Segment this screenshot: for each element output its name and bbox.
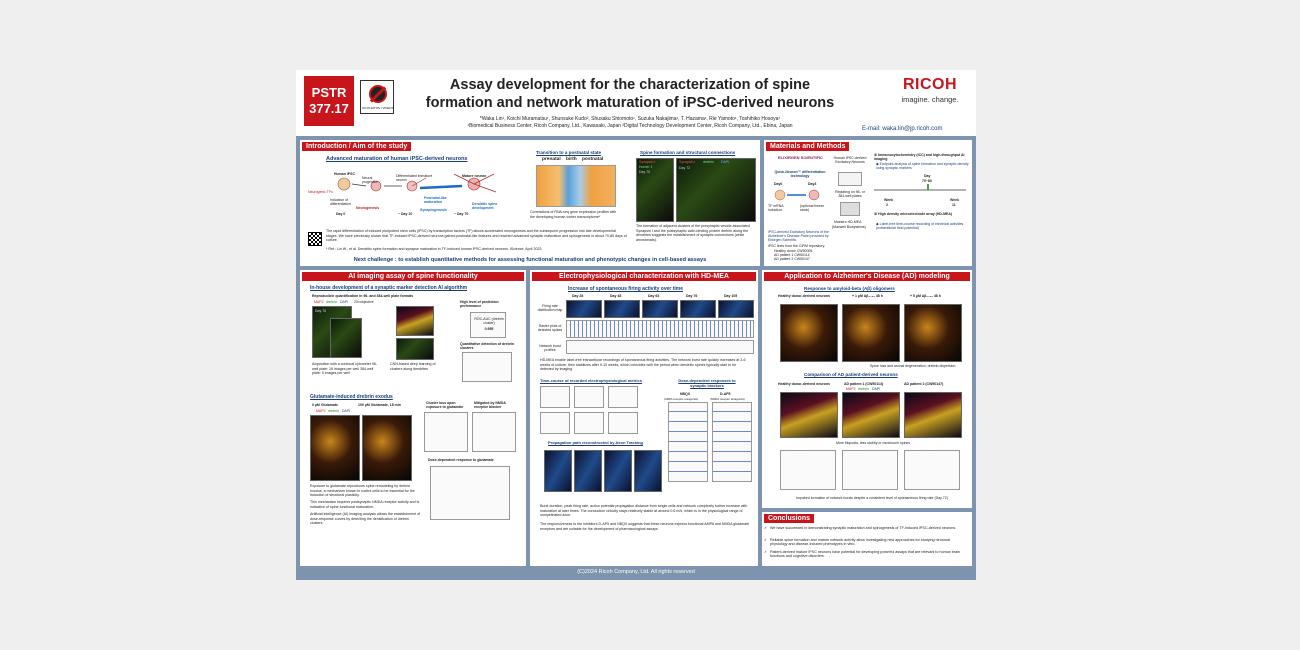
ephys-day-4: Day 76 xyxy=(686,294,698,298)
ephys-heading: Electrophysiological characterization with HD-MEA xyxy=(532,272,756,281)
intro-heading: Introduction / Aim of the study xyxy=(302,142,411,151)
tl-week11: 11 xyxy=(952,203,956,207)
label-immature-neuron: Differentiated immature neuron xyxy=(396,174,433,183)
conclusion-3: ✓ Patient-derived mature iPSC neurons have potential for developing powerful assays that are relevant to human brain functions and cognitive disorders. xyxy=(770,550,966,559)
glu-loss-plot xyxy=(424,412,468,452)
poster-header xyxy=(296,70,976,136)
ad-abeta-img-3 xyxy=(904,304,962,362)
ad-cap-3: Impaired formation of network bursts despite a consistent level of spontaneous firing rate (Day 72) xyxy=(796,496,948,500)
logo-name: RICOH xyxy=(902,76,958,93)
ad-sub-abeta: Response to amyloid-beta (Aβ) oligomers xyxy=(804,286,895,291)
ai-acquisition: Acquisition with a confocal cytometer 96-well plate: 16 images per well 384-well plate: 9 images per well xyxy=(312,362,378,376)
ad-cap-2: More filopodia, less stubby or mushroom spines xyxy=(836,441,911,445)
ricoh-logo xyxy=(888,76,972,104)
tl-week-end: Week xyxy=(950,198,960,202)
metric-plot-1 xyxy=(540,386,570,408)
metric-plot-6 xyxy=(608,412,638,434)
label-neural-progenitor: Neural progenitor xyxy=(362,176,378,185)
cirm-label: iPSC lines from the CIRM repository: xyxy=(768,244,826,248)
ad-burst-plot-2 xyxy=(842,450,898,490)
ai-prediction-perf: High level of prediction performance xyxy=(460,300,499,309)
ai-panel xyxy=(300,270,526,566)
ai-repro: Reproducible quantification in 96- and 384-well plate formats xyxy=(312,294,414,298)
ai-sub-algorithm: In-house development of a synaptic marker detection AI algorithm xyxy=(310,285,468,291)
label-replating: Replating on 96- or 384-well plates xyxy=(835,190,865,199)
label-prenatal: prenatal xyxy=(542,157,561,162)
label-induction: Induction of differentiation xyxy=(330,198,351,207)
ephys-day-1: Day 28 xyxy=(572,294,584,298)
well-plate-icon xyxy=(838,172,862,186)
ad-patient-img-1 xyxy=(780,392,838,438)
conclusion-2: ✓ Reliable spine formation and mature network activity allow investigating new approaches for studying neuronal physiology and disease-induced phenotypes in vitro. xyxy=(770,538,966,547)
poster-id-line1: PSTR xyxy=(311,85,347,100)
ai-heading: AI imaging assay of spine functionality xyxy=(302,272,524,281)
ephys-text-3: The responsiveness to the inhibitors D-AP5 and NBQX suggests that these neurons express functional AMPA and NMDA glutamate receptors and are suitable for the development of pharmacological assays. xyxy=(540,522,750,531)
spine-image-day72 xyxy=(676,158,756,222)
blocker-dap5-desc: (NMDA receptor antagonist) xyxy=(710,397,745,401)
ai-text-2: This mechanism requires postsynaptic NMDA receptor activity and is indicative of spine functional maturation. xyxy=(310,500,420,509)
label-neurogenic-tfs: Neurogenic TFs xyxy=(308,190,333,194)
label-mature-neuron: Mature neuron xyxy=(462,174,487,178)
ephys-sub-blockers: Dose-dependent responses to synaptic blockers xyxy=(678,378,736,388)
label-spine-development: Dendritic spine development xyxy=(472,202,498,211)
glu-dose-response: Dose-dependent response to glutamate xyxy=(428,458,494,462)
intro-sub-maturation: Advanced maturation of human iPSC-derived neurons xyxy=(326,156,468,162)
ai-label-map2: MAP2 xyxy=(314,300,324,304)
ephys-text-1: HD-MEA enable label-free extracellular recordings of spontaneous firing activities. The network burst rate quickly increases at 3-6 weeks of culture, then stabilizes after 9-10 weeks, which coincides with the period when dendritic spines typically start to be detected by imaging. xyxy=(540,358,746,372)
label-drebrin: drebrin xyxy=(703,160,714,164)
copyright: (C)2024 Ricoh Company, Ltd. All rights reserved xyxy=(577,569,695,575)
glu-label-dapi: DAPI xyxy=(342,409,351,413)
ephys-day-5: Day 105 xyxy=(724,294,738,298)
label-synaptogenesis: Synaptogenesis xyxy=(420,208,447,212)
spine-caption: The formation of adjacent clusters of the presynaptic vesicle-associated Synapsin I and the postsynaptic actin-binding protein drebrin along the dendrites suggests the establishment of synaptic connections (white arrowheads). xyxy=(636,224,750,242)
glu-label-0: 0 µM Glutamate xyxy=(312,403,338,407)
ad-marker-drebrin: drebrin xyxy=(858,387,869,391)
no-photo-icon xyxy=(360,80,394,114)
elixirgen-brand: ELIXIRGEN SCIENTIFIC xyxy=(778,155,823,160)
ephys-row-burst: Network burst profiles xyxy=(539,344,561,353)
glu-label-100: 100 µM Glutamate, 18 min xyxy=(358,403,401,407)
firing-map-2 xyxy=(604,300,640,318)
next-challenge: Next challenge : to establish quantitative methods for assessing functional maturation and phenotypic changes in cell-based assays xyxy=(353,257,707,263)
label-day72-img: Day 72 xyxy=(679,166,691,170)
intro-body: The rapid differentiation of induced pluripotent stem cells (iPSC) by transcription factors (TF) allows accelerated neurogenesis and the subsequent progression into late developmental stages. We have previously shown that TF-induced iPSC-derived neurons gained postnatal-like features and reached advanced synaptic maturation and spinogenesis in about 70-80 days of culture. xyxy=(326,229,627,243)
label-excitatory-neurons: Human iPSC-derived Excitatory Neurons xyxy=(833,156,867,165)
ad-panel-title: iPSC-derived Excitatory Neurons of the Alzheimer's Disease Panel provided by Elixirgen Scientific xyxy=(768,230,829,243)
ai-cnn: CNN-based deep learning of clusters along dendrites xyxy=(390,362,436,371)
methods-panel xyxy=(764,140,972,266)
tl-day-range: 70~80 xyxy=(922,179,932,183)
affiliations: ¹Biomedical Business Center, Ricoh Company, Ltd., Kawasaki, Japan ²Digital Technology Development Center, Ricoh Company, Ltd., Ebina, Japan xyxy=(467,123,793,129)
spine-image-day70 xyxy=(636,158,674,222)
methods-heading: Materials and Methods xyxy=(766,142,849,151)
firing-map-3 xyxy=(642,300,678,318)
contact-email: E-mail: waka.lin@jp.ricoh.com xyxy=(862,126,943,132)
glu-nmda-block: Mitigated by NMDA receptor blocker xyxy=(474,401,506,410)
ad-burst-plot-3 xyxy=(904,450,960,490)
ad-col-1um: + 1 µM Aβ₁₋₄₂ 48 h xyxy=(852,294,883,298)
poster-body xyxy=(296,136,976,580)
ai-text-3: Artificial intelligence (AI) imaging analysis allows the establishment of dose-response curves by detecting the densification of drebrin clusters. xyxy=(310,512,421,526)
ai-sub-glutamate: Glutamate-induced drebrin exodus xyxy=(310,394,393,400)
ai-label-day70: Day 70 xyxy=(315,309,327,313)
glu-dose-plot xyxy=(430,466,510,520)
ai-quant-detection: Quantitative detection of drebrin clusters xyxy=(460,342,515,351)
ad-marker-dapi: DAPI xyxy=(872,387,881,391)
burst-profiles xyxy=(566,340,754,354)
metric-plot-4 xyxy=(540,412,570,434)
ai-detection-image xyxy=(396,338,434,360)
ad-burst-plot-1 xyxy=(780,450,836,490)
authors-block xyxy=(400,116,860,130)
ephys-day-2: Day 48 xyxy=(610,294,622,298)
label-dapi: DAPI xyxy=(721,160,730,164)
label-maestro: Maestro HD-MEA xyxy=(834,220,862,224)
intro-ref: * Ref.: Lin W., et al. Dendritic spine formation and synapse maturation in TF-induced human iPSC-derived neurons. iScience, April 2023 xyxy=(326,247,542,251)
dap5-traces xyxy=(712,402,752,482)
transition-heatmap xyxy=(536,165,616,207)
no-photo-label: NO PHOTOS / VIDEOS xyxy=(362,106,394,110)
ephys-sub-axon: Propagation path reconstructed by Axon Tracking xyxy=(548,440,643,445)
poster xyxy=(296,70,976,580)
firing-map-5 xyxy=(718,300,754,318)
ad-col-healthy: Healthy donor-derived neurons xyxy=(778,294,830,298)
ai-label-dapi: DAPI xyxy=(340,300,349,304)
roc-label: ROC-AUC (drebrin cluster) xyxy=(474,317,504,326)
ad-col2-p2: AD patient 2 (CW50147) xyxy=(904,382,944,386)
method-icc: ① Immunocytochemistry (ICC) and high-throughput AI imaging xyxy=(874,153,965,162)
label-tf-mrna: TF mRNA induction xyxy=(768,204,784,213)
ephys-day-3: Day 63 xyxy=(648,294,660,298)
axon-track-4 xyxy=(634,450,662,492)
ad-patient-img-2 xyxy=(842,392,900,438)
methods-cell-icons xyxy=(772,188,832,202)
poster-id-line2: 377.17 xyxy=(309,101,349,116)
authors: *Waka Lin¹, Koichi Muramatsu¹, Shunsuke Kudo², Shusaku Shiomoto¹, Suzuka Nakajima¹, T. Hazama¹, Rie Yamoto¹, Toshihiko Hosoya¹ xyxy=(479,116,781,122)
label-day0: Day 0 xyxy=(336,212,346,216)
title-line1: Assay development for the characterization of spine xyxy=(449,77,811,93)
label-postnatal: postnatal xyxy=(582,157,604,162)
conclusion-1: ✓ We have succeeded in demonstrating synaptic maturation and spinogenesis of TF-induced iPSC-derived neurons. xyxy=(770,526,966,530)
axon-track-2 xyxy=(574,450,602,492)
cirm-row-3: AD patient 2 CW50147 xyxy=(774,257,810,261)
conclusions-heading: Conclusions xyxy=(764,514,814,523)
ad-sub-patients: Comparison of AD patient-derived neurons xyxy=(804,372,898,377)
transition-caption: Correlations of RNA-seq gene expression profiles with the developing human cortex transcriptome* xyxy=(530,210,617,219)
conclusions-panel xyxy=(762,512,972,566)
label-day0-m: Day0 xyxy=(774,182,783,186)
firing-map-1 xyxy=(566,300,602,318)
ad-cap-1: Spine loss and axonal degeneration, drebrin dispersion xyxy=(870,364,956,368)
firing-map-4 xyxy=(680,300,716,318)
ad-marker-map2: MAP2 xyxy=(846,387,856,391)
ephys-text-2: Burst duration, peak firing rate, action potential propagation distance from single cells and network complexity further increase with maturation at later times. The conduction velocity stays relatively stable at around 0.6 m/s, which is in the physiological range of unmyelinated axon. xyxy=(540,504,748,518)
ad-col2-p1: AD patient 1 (CW50114) xyxy=(844,382,884,386)
ephys-sub-firing: Increase of spontaneous firing activity over time xyxy=(568,286,684,292)
ai-text-1: Exposure to glutamate reproduces spine remodeling by drebrin exodus, a mechanism known in rodent cells to be essential for the induction of structural plasticity. xyxy=(310,484,415,498)
label-postnatal-maturation: Postnatal-like maturation xyxy=(424,196,447,205)
blocker-dap5: D-AP5 xyxy=(720,392,731,396)
qr-code-icon xyxy=(308,232,322,246)
ai-well-image-2 xyxy=(330,318,362,358)
method-mea: ② High density microelectrode array (HD-MEA) xyxy=(874,212,953,216)
label-maxwell: (Maxwell Biosystems) xyxy=(832,225,866,229)
method-icc-detail: ◆ Endpoint analysis of spine formation and synaptic density using synaptic markers xyxy=(876,162,969,171)
glu-nmda-plot xyxy=(472,412,516,452)
raster-plots xyxy=(566,320,754,338)
ai-label-objective: 20×objective xyxy=(354,300,374,304)
ephys-row-raster: Raster plots of detected spikes xyxy=(537,324,563,333)
roc-box xyxy=(470,312,506,338)
label-human-ipsc: Human iPSC xyxy=(334,172,356,176)
label-birth: birth xyxy=(566,157,577,162)
ai-quant-plot xyxy=(462,352,512,382)
blocker-nbqx: NBQX xyxy=(680,392,691,396)
label-synapsin-2: Synapsin I xyxy=(679,160,696,164)
ad-patient-img-3 xyxy=(904,392,962,438)
label-neurogenesis: Neurogenesis xyxy=(356,206,380,210)
quick-neuron-tech: Quick-Neuron™ differentiation technology xyxy=(774,170,826,179)
label-homer: Homer 1 xyxy=(639,165,653,169)
glu-label-drebrin: drebrin xyxy=(328,409,339,413)
ad-heading: Application to Alzheimer's Disease (AD) modeling xyxy=(764,272,970,281)
title-line2: formation and network maturation of iPSC-derived neurons xyxy=(425,95,835,111)
label-day3-m: Day3 xyxy=(808,182,817,186)
axon-track-1 xyxy=(544,450,572,492)
label-synapsin: Synapsin I xyxy=(639,160,656,164)
axon-track-3 xyxy=(604,450,632,492)
glu-image-control xyxy=(310,415,360,481)
ad-abeta-img-1 xyxy=(780,304,838,362)
intro-panel xyxy=(300,140,760,266)
glu-image-treated xyxy=(362,415,412,481)
tl-day: Day xyxy=(924,174,931,178)
label-day10: ~ Day 10 xyxy=(398,212,413,216)
metric-plot-2 xyxy=(574,386,604,408)
ad-col2-healthy: Healthy donor-derived neurons xyxy=(778,382,830,386)
nbqx-traces xyxy=(668,402,708,482)
ai-label-drebrin: drebrin xyxy=(326,300,337,304)
ai-dendrite-image xyxy=(396,306,434,336)
hd-mea-icon xyxy=(840,202,860,216)
ad-panel xyxy=(762,270,972,508)
label-day70: ~ Day 70 xyxy=(454,212,469,216)
cirm-row-2: AD patient 1 CW50114 xyxy=(774,253,810,257)
blocker-nbqx-desc: (AMPA receptor antagonist) xyxy=(664,397,699,401)
metric-plot-5 xyxy=(574,412,604,434)
ephys-row-map: Firing rate distribution map xyxy=(537,304,563,313)
intro-sub-transition: Transition to a postnatal state xyxy=(536,150,602,155)
poster-id-badge xyxy=(304,76,354,126)
glu-label-map2: MAP2 xyxy=(316,409,326,413)
intro-sub-spine: Spine formation and structural connections xyxy=(640,150,736,155)
ephys-sub-timecourse: Time-course of recorded electrophysiological metrics xyxy=(540,378,642,383)
poster-title xyxy=(400,76,860,112)
method-mea-detail: ◆ Label-free time-course recording of electrical activities (extracellular field potential) xyxy=(876,222,964,231)
ad-col-5um: + 5 µM Aβ₁₋₄₂ 48 h xyxy=(910,294,941,298)
metric-plot-3 xyxy=(608,386,638,408)
roc-value: 0.955 xyxy=(484,327,494,331)
tl-week: Week xyxy=(884,198,894,202)
ephys-panel xyxy=(530,270,758,566)
timeline-axis xyxy=(872,184,968,196)
cirm-row-1: Healthy donor CW50005 xyxy=(774,249,813,253)
tl-week2: 2 xyxy=(886,203,888,207)
glu-cluster-loss: Cluster loss upon exposure to glutamate xyxy=(426,401,464,410)
logo-tagline: imagine. change. xyxy=(901,95,959,104)
ad-abeta-img-2 xyxy=(842,304,900,362)
label-freeze-stock: (optional freeze stock) xyxy=(800,204,825,213)
label-day70-img: Day 70 xyxy=(639,170,651,174)
